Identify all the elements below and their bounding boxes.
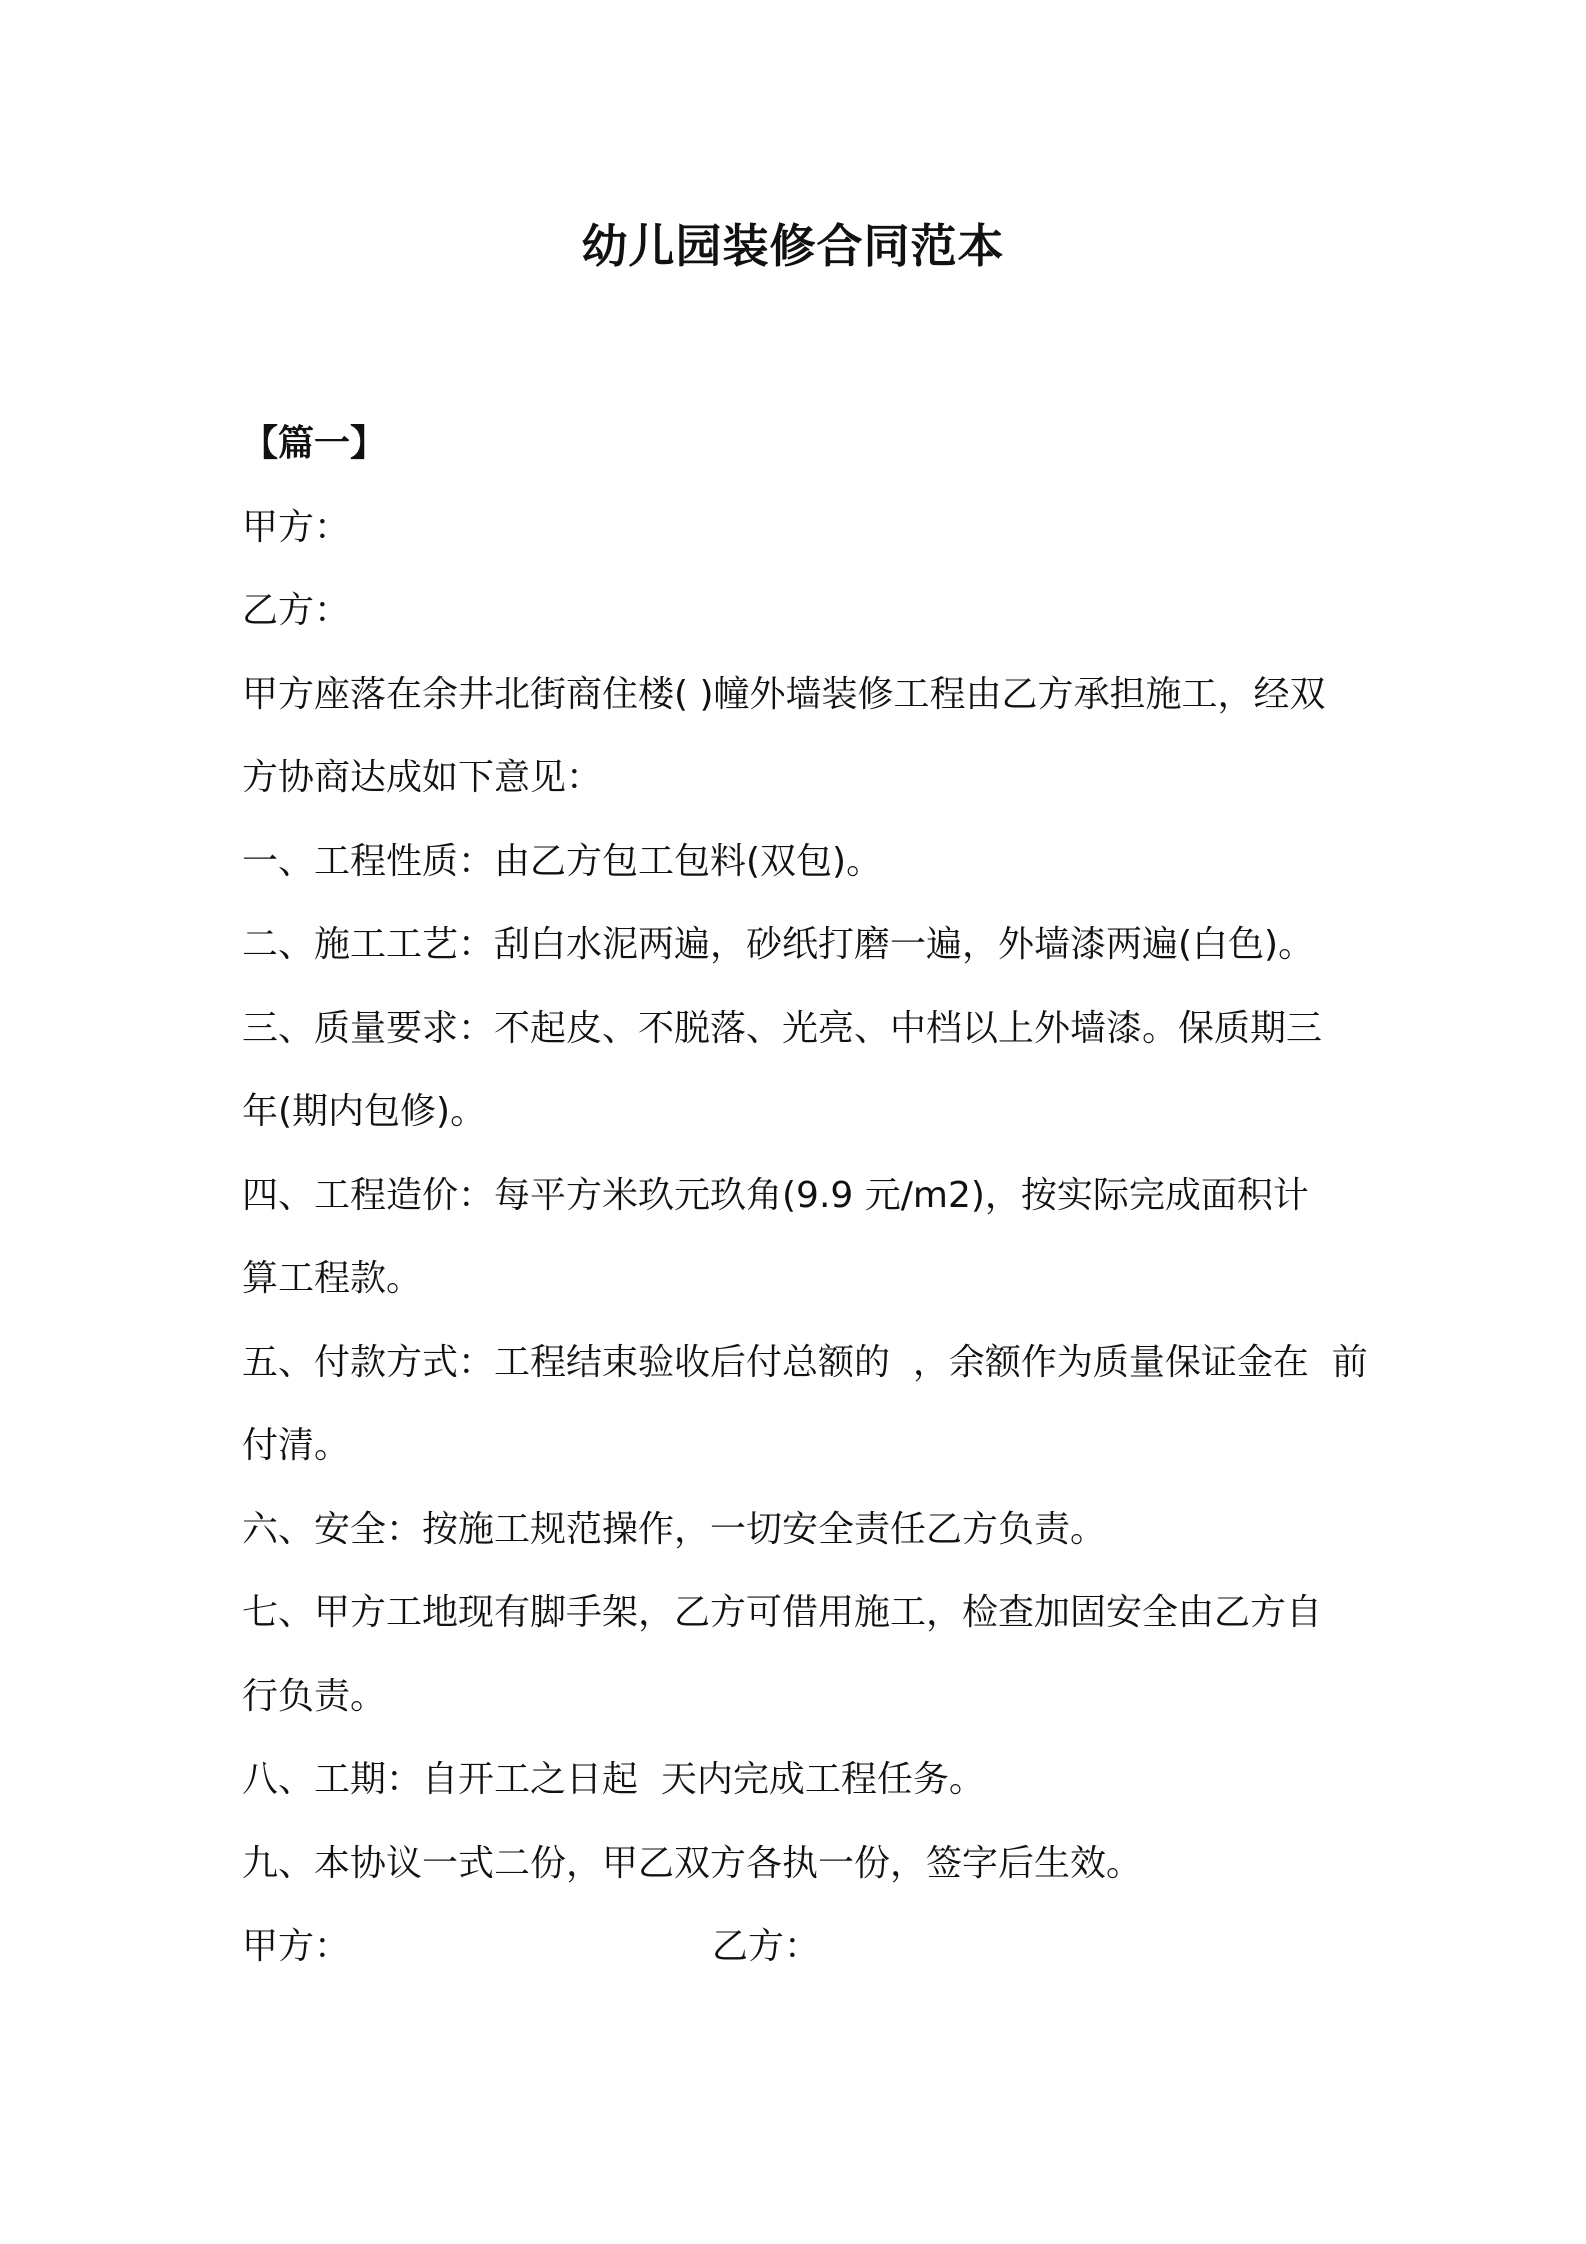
party-b-label: 乙方： (242, 590, 351, 631)
document-body (242, 402, 1368, 1989)
clause-4: 四、工程造价：每平方米玖元玖角(9.9 元/m2)，按实际完成面积计 (242, 1174, 1309, 1216)
section-heading: 【篇一】 (242, 423, 387, 464)
party-a-label: 甲方： (242, 506, 351, 548)
clause-4-cont: 算工程款。 (242, 1258, 423, 1299)
clause-3: 三、质量要求：不起皮、不脱落、光亮、中档以上外墙漆。保质期三 (242, 1007, 1323, 1049)
clause-3-cont: 年(期内包修)。 (242, 1091, 487, 1132)
clause-5-cont: 付清。 (242, 1425, 351, 1466)
body-line: 甲方座落在余井北街商住楼( )幢外墙装修工程由乙方承担施工，经双 (242, 673, 1326, 715)
clause-8: 八、工期：自开工之日起 天内完成工程任务。 (242, 1759, 985, 1800)
clause-5: 五、付款方式：工程结束验收后付总额的 ，余额作为质量保证金在 前 (242, 1341, 1368, 1383)
body-line: 方协商达成如下意见： (242, 757, 603, 798)
signature-party-b: 乙方： (712, 1926, 821, 1967)
clause-2: 二、施工工艺：刮白水泥两遍，砂纸打磨一遍，外墙漆两遍(白色)。 (242, 924, 1315, 965)
clause-7: 七、甲方工地现有脚手架，乙方可借用施工，检查加固安全由乙方自 (242, 1592, 1323, 1633)
signature-row (242, 1905, 1362, 1989)
clause-6: 六、安全：按施工规范操作，一切安全责任乙方负责。 (242, 1508, 1107, 1550)
document-title: 幼儿园装修合同范本 (581, 219, 1005, 273)
clause-1: 一、工程性质：由乙方包工包料(双包)。 (242, 840, 883, 882)
clause-9: 九、本协议一式二份，甲乙双方各执一份，签字后生效。 (242, 1842, 1143, 1884)
clause-7-cont: 行负责。 (242, 1675, 387, 1717)
signature-party-a: 甲方： (242, 1926, 351, 1967)
